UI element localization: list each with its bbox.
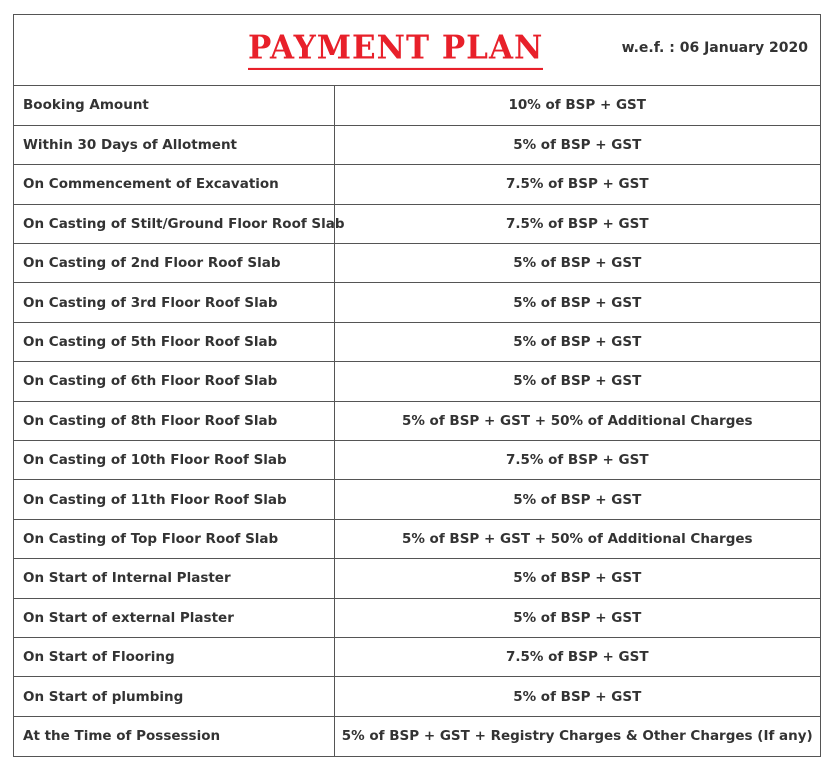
table-row bbox=[14, 125, 820, 164]
payment-amount: 10% of BSP + GST bbox=[508, 97, 646, 114]
payment-stage: Within 30 Days of Allotment bbox=[14, 125, 334, 164]
payment-amount: 7.5% of BSP + GST bbox=[334, 204, 820, 243]
payment-amount: 5% of BSP + GST bbox=[334, 480, 820, 519]
table-row bbox=[14, 598, 820, 637]
payment-amount: 5% of BSP + GST bbox=[334, 362, 820, 401]
payment-stage: On Start of external Plaster bbox=[14, 598, 334, 637]
payment-amount: 5% of BSP + GST bbox=[334, 559, 820, 598]
table-row bbox=[14, 283, 820, 322]
table-row bbox=[14, 86, 820, 125]
table-row bbox=[14, 322, 820, 361]
payment-amount: 5% of BSP + GST + Registry Charges & Other Charges (If any) bbox=[334, 716, 820, 755]
payment-plan-body bbox=[14, 86, 820, 756]
payment-stage: On Casting of 10th Floor Roof Slab bbox=[14, 441, 334, 480]
payment-amount: 7.5% of BSP + GST bbox=[334, 441, 820, 480]
payment-plan-sheet bbox=[13, 14, 821, 757]
payment-plan-table bbox=[14, 86, 820, 756]
payment-stage: On Casting of 2nd Floor Roof Slab bbox=[14, 244, 334, 283]
payment-stage: On Start of Internal Plaster bbox=[14, 559, 334, 598]
payment-stage: On Start of plumbing bbox=[14, 677, 334, 716]
effective-date: w.e.f. : 06 January 2020 bbox=[621, 40, 808, 56]
table-row bbox=[14, 165, 820, 204]
payment-stage: On Casting of 3rd Floor Roof Slab bbox=[14, 283, 334, 322]
table-row bbox=[14, 441, 820, 480]
table-row bbox=[14, 362, 820, 401]
payment-stage: On Casting of 11th Floor Roof Slab bbox=[14, 480, 334, 519]
page-title: PAYMENT PLAN bbox=[248, 28, 543, 70]
payment-amount: 5% of BSP + GST bbox=[334, 125, 820, 164]
payment-amount: 5% of BSP + GST + 50% of Additional Charges bbox=[334, 401, 820, 440]
payment-stage: On Casting of Stilt/Ground Floor Roof Slab bbox=[14, 204, 334, 243]
payment-amount: 7.5% of BSP + GST bbox=[334, 165, 820, 204]
payment-amount: 5% of BSP + GST bbox=[334, 598, 820, 637]
table-row bbox=[14, 716, 820, 755]
table-row bbox=[14, 480, 820, 519]
payment-amount: 5% of BSP + GST bbox=[334, 677, 820, 716]
payment-stage: On Commencement of Excavation bbox=[14, 165, 334, 204]
payment-stage: On Casting of Top Floor Roof Slab bbox=[14, 519, 334, 558]
table-row bbox=[14, 401, 820, 440]
table-row bbox=[14, 244, 820, 283]
payment-stage: Booking Amount bbox=[14, 86, 334, 125]
table-row bbox=[14, 559, 820, 598]
payment-stage: On Casting of 8th Floor Roof Slab bbox=[14, 401, 334, 440]
table-row bbox=[14, 677, 820, 716]
table-row bbox=[14, 204, 820, 243]
payment-amount: 5% of BSP + GST bbox=[334, 244, 820, 283]
table-row bbox=[14, 637, 820, 676]
table-row bbox=[14, 519, 820, 558]
payment-amount: 7.5% of BSP + GST bbox=[334, 637, 820, 676]
payment-stage: On Start of Flooring bbox=[14, 637, 334, 676]
payment-amount: 5% of BSP + GST bbox=[334, 283, 820, 322]
payment-stage: On Casting of 5th Floor Roof Slab bbox=[14, 322, 334, 361]
payment-stage: At the Time of Possession bbox=[14, 716, 334, 755]
payment-amount: 5% of BSP + GST bbox=[334, 322, 820, 361]
payment-amount: 5% of BSP + GST + 50% of Additional Charges bbox=[334, 519, 820, 558]
header bbox=[14, 15, 820, 86]
payment-stage: On Casting of 6th Floor Roof Slab bbox=[14, 362, 334, 401]
